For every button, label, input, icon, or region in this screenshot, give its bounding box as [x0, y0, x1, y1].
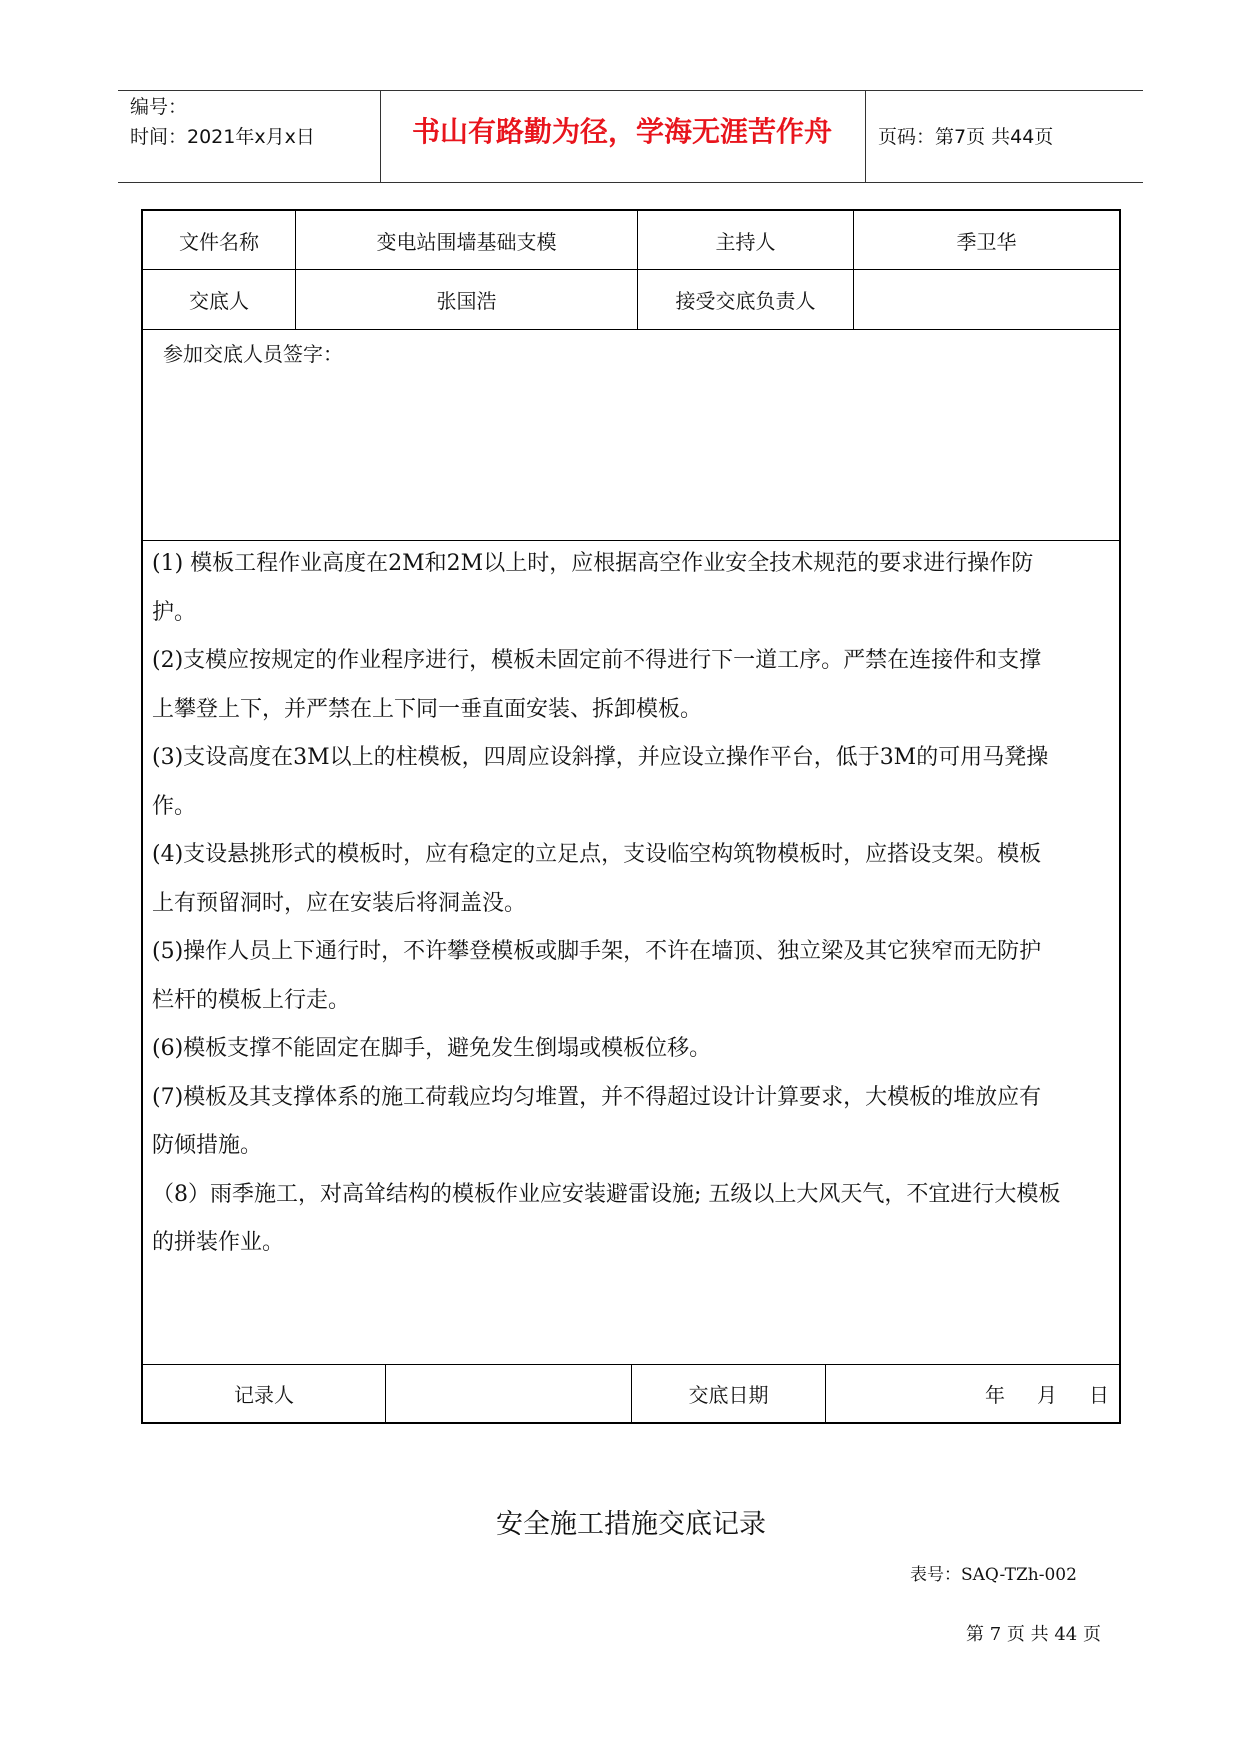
recorder-value	[386, 1365, 631, 1422]
header-number-label: 编号：	[130, 96, 188, 118]
date-year: 年	[985, 1383, 1005, 1407]
briefing-date-value	[826, 1365, 1119, 1422]
header-bottom-rule	[118, 182, 1143, 183]
measure-item: (1) 模板工程作业高度在2M和2M以上时，应根据高空作业安全技术规范的要求进行操作防护。	[152, 551, 1034, 625]
safety-measures-content	[152, 540, 1062, 1268]
receiver-value	[854, 270, 1119, 329]
header-motto: 书山有路勤为径，学海无涯苦作舟	[411, 115, 832, 148]
briefing-date-label: 交底日期	[688, 1383, 769, 1407]
receiver-label: 接受交底负责人	[675, 289, 816, 313]
measure-item: (5)操作人员上下通行时，不许攀登模板或脚手架，不许在墙顶、独立梁及其它狭窄而无防护栏杆的模板上行走。	[152, 939, 1042, 1013]
measure-item: (7)模板及其支撑体系的施工荷载应均匀堆置，并不得超过设计计算要求，大模板的堆放应有防倾措施。	[152, 1084, 1042, 1158]
presenter-label: 交底人	[189, 289, 249, 313]
presenter-value: 张国浩	[436, 289, 497, 313]
page-footer: 第 7 页 共 44 页	[966, 1624, 1101, 1645]
measure-item: (3)支设高度在3M以上的柱模板，四周应设斜撑，并应设立操作平台，低于3M的可用马凳操作。	[152, 745, 1049, 819]
header-meta	[130, 92, 315, 152]
measure-item: (6)模板支撑不能固定在脚手，避免发生倒塌或模板位移。	[152, 1036, 712, 1061]
table-rule-2	[141, 329, 1121, 330]
host-label: 主持人	[715, 229, 776, 254]
date-month: 月	[1037, 1383, 1057, 1407]
date-day: 日	[1089, 1383, 1109, 1407]
form-number: 表号：SAQ-TZh-002	[910, 1565, 1077, 1585]
file-name-value: 变电站围墙基础支模	[376, 229, 557, 254]
header-page-info: 页码：第7页 共44页	[878, 126, 1054, 148]
header-divider-left	[380, 90, 381, 182]
header-top-rule	[118, 90, 1143, 91]
header-time-label: 时间：2021年x月x日	[130, 126, 315, 148]
host-value: 季卫华	[956, 229, 1017, 254]
header-divider-right	[865, 90, 866, 182]
signature-label: 参加交底人员签字：	[163, 342, 343, 366]
measure-item: (4)支设悬挑形式的模板时，应有稳定的立足点，支设临空构筑物模板时，应搭设支架。模板上有预留洞时，应在安装后将洞盖没。	[152, 842, 1042, 916]
measure-item: (2)支模应按规定的作业程序进行，模板未固定前不得进行下一道工序。严禁在连接件和支撑上攀登上下，并严禁在上下同一垂直面安装、拆卸模板。	[152, 648, 1042, 722]
measure-item: （8）雨季施工，对高耸结构的模板作业应安装避雷设施; 五级以上大风天气，不宜进行大模板的拼装作业。	[152, 1181, 1061, 1255]
recorder-label: 记录人	[234, 1383, 294, 1407]
file-name-label: 文件名称	[179, 229, 259, 254]
document-title: 安全施工措施交底记录	[496, 1509, 766, 1540]
